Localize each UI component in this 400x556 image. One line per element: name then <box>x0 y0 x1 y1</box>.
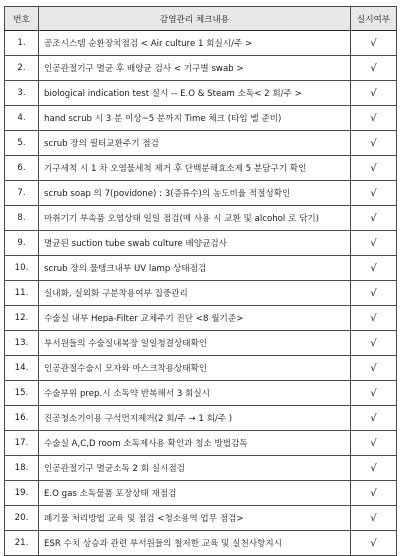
row-check-item: 인공관절수술시 모자와 마스크착용상태확인 <box>39 356 351 381</box>
row-number: 16. <box>5 406 39 431</box>
row-check-item: scrub 장의 물탱크내부 UV lamp 상태점검 <box>39 256 351 281</box>
row-check-item: 인공관절기구 멸균 후 배양균 검사 < 기구별 swab > <box>39 56 351 81</box>
row-number: 14. <box>5 356 39 381</box>
row-check-item: ESR 수치 상승과 관련 부서원들의 철저한 교육 및 실천사항지시 <box>39 531 351 556</box>
row-performed-mark: √ <box>351 281 397 306</box>
row-number: 19. <box>5 481 39 506</box>
header-performed: 실시여부 <box>351 7 397 31</box>
row-number: 21. <box>5 531 39 556</box>
row-performed-mark: √ <box>351 131 397 156</box>
header-check-item: 감염관리 체크내용 <box>39 7 351 31</box>
table-row <box>5 56 397 81</box>
row-performed-mark: √ <box>351 506 397 531</box>
row-number: 20. <box>5 506 39 531</box>
infection-control-checklist <box>4 6 396 556</box>
row-performed-mark: √ <box>351 206 397 231</box>
row-check-item: 마취기기 부속품 오염상태 일일 점검(매 사용 시 교환 및 alcohol 로 닦기) <box>39 206 351 231</box>
table-row <box>5 181 397 206</box>
row-number: 6. <box>5 156 39 181</box>
row-performed-mark: √ <box>351 456 397 481</box>
row-performed-mark: √ <box>351 106 397 131</box>
row-check-item: 수술실 A,C,D room 소독제사용 확인과 청소 방법감독 <box>39 431 351 456</box>
row-performed-mark: √ <box>351 531 397 556</box>
table-row <box>5 431 397 456</box>
row-performed-mark: √ <box>351 331 397 356</box>
row-performed-mark: √ <box>351 381 397 406</box>
table-row <box>5 456 397 481</box>
row-check-item: 폐기물 처리방법 교육 및 점검 <청소용역 업무 점검> <box>39 506 351 531</box>
table-row <box>5 506 397 531</box>
row-number: 2. <box>5 56 39 81</box>
row-check-item: biological indication test 실시 -- E.O & Steam 소독< 2 회/주 > <box>39 81 351 106</box>
row-check-item: 기구세척 시 1 차 오염물세척 제거 후 단백분해효소제 5 분담구기 확인 <box>39 156 351 181</box>
row-check-item: 인공관절기구 멸균소독 2 회 실시점검 <box>39 456 351 481</box>
row-number: 8. <box>5 206 39 231</box>
checklist-table <box>4 6 397 556</box>
table-row <box>5 81 397 106</box>
row-performed-mark: √ <box>351 56 397 81</box>
table-row <box>5 406 397 431</box>
row-performed-mark: √ <box>351 31 397 56</box>
row-number: 1. <box>5 31 39 56</box>
row-check-item: 멸균된 suction tube swab culture 배양균검사 <box>39 231 351 256</box>
row-check-item: 실내화, 실외화 구분착용여부 집중관리 <box>39 281 351 306</box>
row-check-item: 수술부위 prep.시 소독약 반복해서 3 회실시 <box>39 381 351 406</box>
row-performed-mark: √ <box>351 181 397 206</box>
row-number: 7. <box>5 181 39 206</box>
row-performed-mark: √ <box>351 256 397 281</box>
row-performed-mark: √ <box>351 431 397 456</box>
row-number: 17. <box>5 431 39 456</box>
row-number: 15. <box>5 381 39 406</box>
table-row <box>5 356 397 381</box>
table-row <box>5 531 397 556</box>
row-check-item: 공조시스템 순환장치점검 < Air culture 1 회실시/주 > <box>39 31 351 56</box>
table-row <box>5 331 397 356</box>
row-performed-mark: √ <box>351 356 397 381</box>
row-number: 10. <box>5 256 39 281</box>
row-check-item: hand scrub 시 3 분 이상~5 분까지 Time 체크 (타임 벨 준비) <box>39 106 351 131</box>
table-row <box>5 156 397 181</box>
table-row <box>5 256 397 281</box>
table-row <box>5 381 397 406</box>
row-check-item: scrub 장의 필터교환주기 점검 <box>39 131 351 156</box>
header-row <box>5 7 397 31</box>
table-row <box>5 231 397 256</box>
row-performed-mark: √ <box>351 156 397 181</box>
row-performed-mark: √ <box>351 406 397 431</box>
row-performed-mark: √ <box>351 231 397 256</box>
row-performed-mark: √ <box>351 481 397 506</box>
row-number: 5. <box>5 131 39 156</box>
table-row <box>5 106 397 131</box>
row-performed-mark: √ <box>351 81 397 106</box>
row-number: 18. <box>5 456 39 481</box>
row-check-item: scrub soap 의 7(povidone) : 3(증류수)의 농도비율 적절성확인 <box>39 181 351 206</box>
table-row <box>5 281 397 306</box>
row-number: 13. <box>5 331 39 356</box>
row-number: 4. <box>5 106 39 131</box>
row-number: 3. <box>5 81 39 106</box>
header-number: 번호 <box>5 7 39 31</box>
row-performed-mark: √ <box>351 306 397 331</box>
row-number: 11. <box>5 281 39 306</box>
row-check-item: 수술실 내부 Hepa-Filter 교체주기 진단 <8 월기준> <box>39 306 351 331</box>
table-row <box>5 206 397 231</box>
table-row <box>5 131 397 156</box>
table-row <box>5 481 397 506</box>
row-number: 9. <box>5 231 39 256</box>
row-check-item: E.O gas 소독물품 포장상태 재점검 <box>39 481 351 506</box>
row-number: 12. <box>5 306 39 331</box>
table-row <box>5 31 397 56</box>
row-check-item: 진공청소기이용 구석먼지제거(2 회/주 → 1 회/주 ) <box>39 406 351 431</box>
row-check-item: 부서원들의 수술실내복장 일일청결상태확인 <box>39 331 351 356</box>
table-row <box>5 306 397 331</box>
